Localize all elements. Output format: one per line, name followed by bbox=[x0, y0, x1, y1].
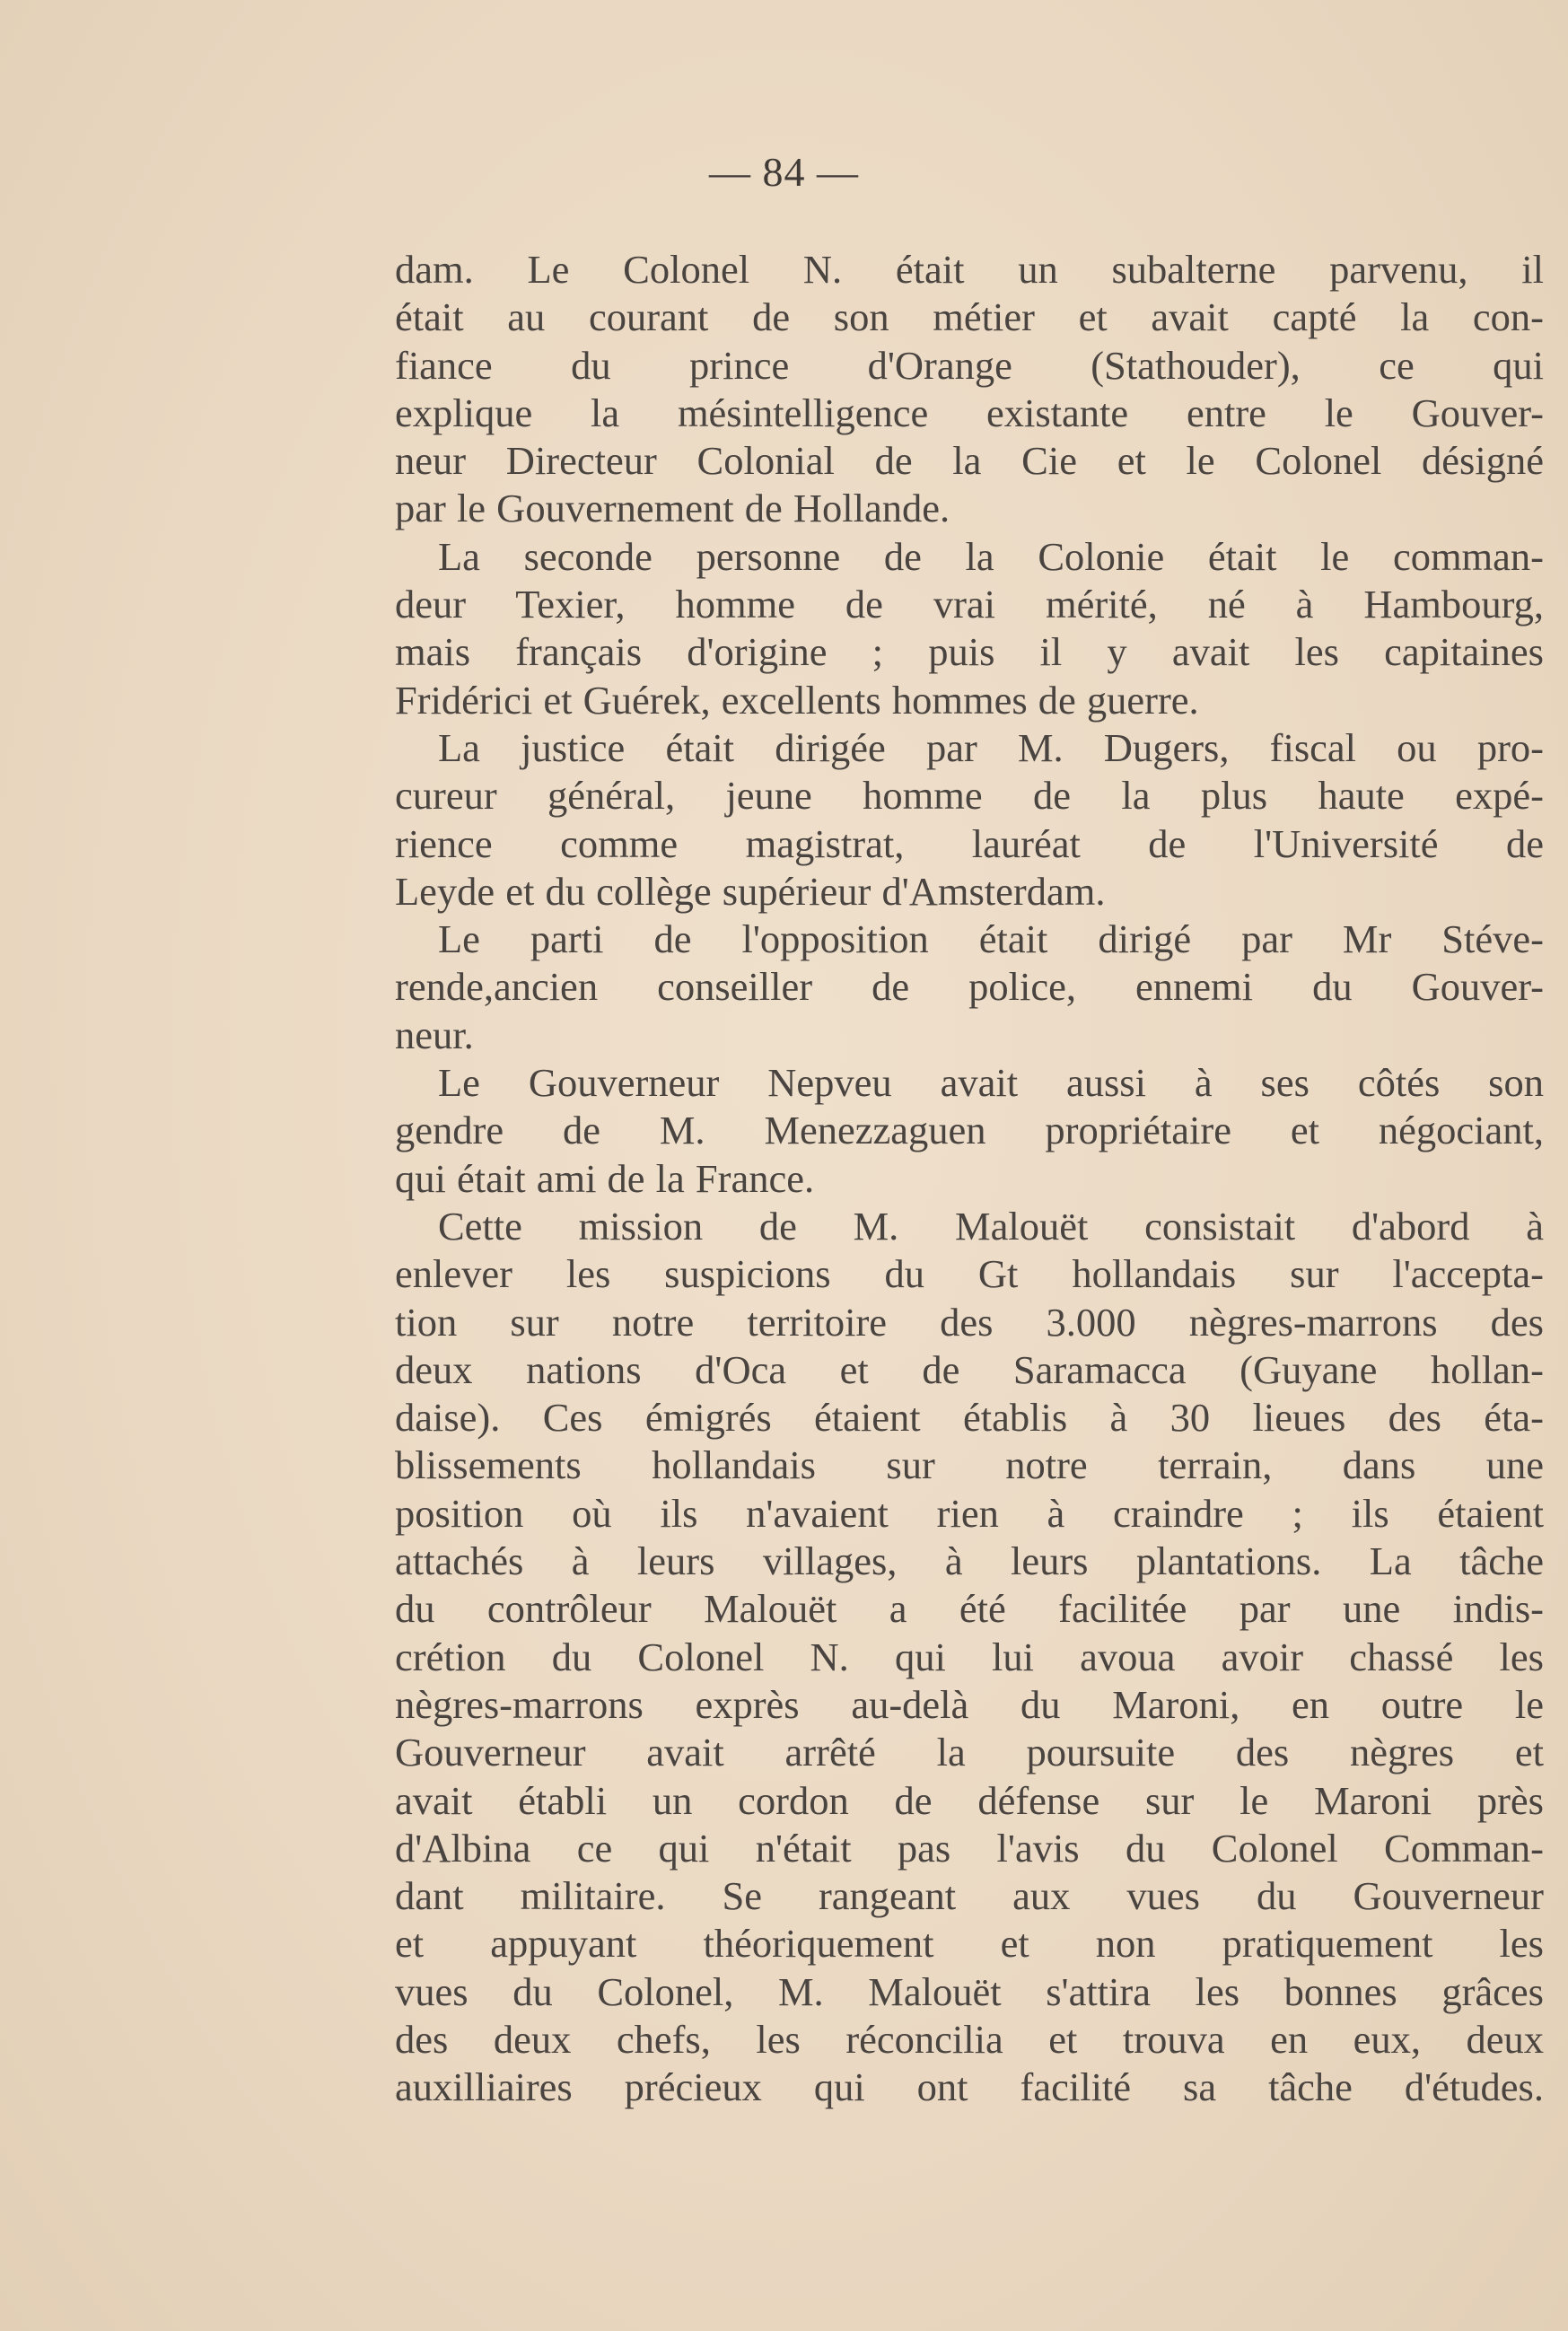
text-line: attachés à leurs villages, à leurs plantations. La tâche bbox=[395, 1538, 1544, 1584]
text-line: neur. bbox=[395, 1012, 474, 1057]
text-line: avait établi un cordon de défense sur le Maroni près bbox=[395, 1777, 1544, 1823]
text-line: dant militaire. Se rangeant aux vues du Gouverneur bbox=[395, 1873, 1544, 1919]
text-line: La seconde personne de la Colonie était le comman- bbox=[438, 533, 1544, 579]
text-line: Le parti de l'opposition était dirigé par Mr Stéve- bbox=[438, 916, 1544, 962]
text-line: vues du Colonel, M. Malouët s'attira les bonnes grâces bbox=[395, 1968, 1544, 2014]
text-line: neur Directeur Colonial de la Cie et le Colonel désigné bbox=[395, 438, 1544, 484]
text-line: Le Gouverneur Nepveu avait aussi à ses côtés son bbox=[438, 1060, 1544, 1106]
text-line: mais français d'origine ; puis il y avait les capitaines bbox=[395, 629, 1544, 675]
text-line: auxilliaires précieux qui ont facilité sa tâche d'études. bbox=[395, 2064, 1544, 2110]
text-line: position où ils n'avaient rien à craindre ; ils étaient bbox=[395, 1490, 1544, 1536]
text-line: Fridérici et Guérek, excellents hommes de guerre. bbox=[395, 677, 1199, 723]
text-line: d'Albina ce qui n'était pas l'avis du Colonel Comman- bbox=[395, 1825, 1544, 1871]
text-line: deux nations d'Oca et de Saramacca (Guyane hollan- bbox=[395, 1346, 1544, 1392]
text-line: daise). Ces émigrés étaient établis à 30 lieues des éta- bbox=[395, 1395, 1544, 1441]
text-line: Cette mission de M. Malouët consistait d'abord à bbox=[438, 1203, 1544, 1249]
text-line: du contrôleur Malouët a été facilitée par une indis- bbox=[395, 1586, 1544, 1632]
text-line: dam. Le Colonel N. était un subalterne parvenu, il bbox=[395, 247, 1544, 292]
text-line: qui était ami de la France. bbox=[395, 1155, 815, 1201]
text-line: et appuyant théoriquement et non pratiquement les bbox=[395, 1921, 1544, 1967]
text-line: gendre de M. Menezzaguen propriétaire et négociant, bbox=[395, 1108, 1544, 1153]
text-line: blissements hollandais sur notre terrain, dans une bbox=[395, 1442, 1544, 1488]
text-line: cureur général, jeune homme de la plus haute expé- bbox=[395, 773, 1544, 819]
text-line: Gouverneur avait arrêté la poursuite des nègres et bbox=[395, 1730, 1544, 1775]
text-line: explique la mésintelligence existante entre le Gouver- bbox=[395, 390, 1544, 435]
text-line: tion sur notre territoire des 3.000 nègres-marrons des bbox=[395, 1299, 1544, 1345]
text-line: rende,ancien conseiller de police, ennemi du Gouver- bbox=[395, 964, 1544, 1010]
text-line: rience comme magistrat, lauréat de l'Université de bbox=[395, 820, 1544, 866]
text-line: fiance du prince d'Orange (Stathouder), ce qui bbox=[395, 342, 1544, 388]
text-line: deur Texier, homme de vrai mérité, né à Hambourg, bbox=[395, 582, 1544, 627]
text-line: par le Gouvernement de Hollande. bbox=[395, 486, 950, 531]
text-line: crétion du Colonel N. qui lui avoua avoir chassé les bbox=[395, 1634, 1544, 1679]
text-line: nègres-marrons exprès au-delà du Maroni, en outre le bbox=[395, 1681, 1544, 1727]
body-text bbox=[395, 246, 1544, 2112]
text-line: des deux chefs, les réconcilia et trouva en eux, deux bbox=[395, 2016, 1544, 2062]
page-number: — 84 — bbox=[709, 149, 859, 195]
text-line: La justice était dirigée par M. Dugers, fiscal ou pro- bbox=[438, 724, 1544, 770]
text-line: était au courant de son métier et avait capté la con- bbox=[395, 294, 1544, 340]
text-line: Leyde et du collège supérieur d'Amsterdam. bbox=[395, 868, 1106, 914]
text-line: enlever les suspicions du Gt hollandais sur l'accepta- bbox=[395, 1251, 1544, 1297]
